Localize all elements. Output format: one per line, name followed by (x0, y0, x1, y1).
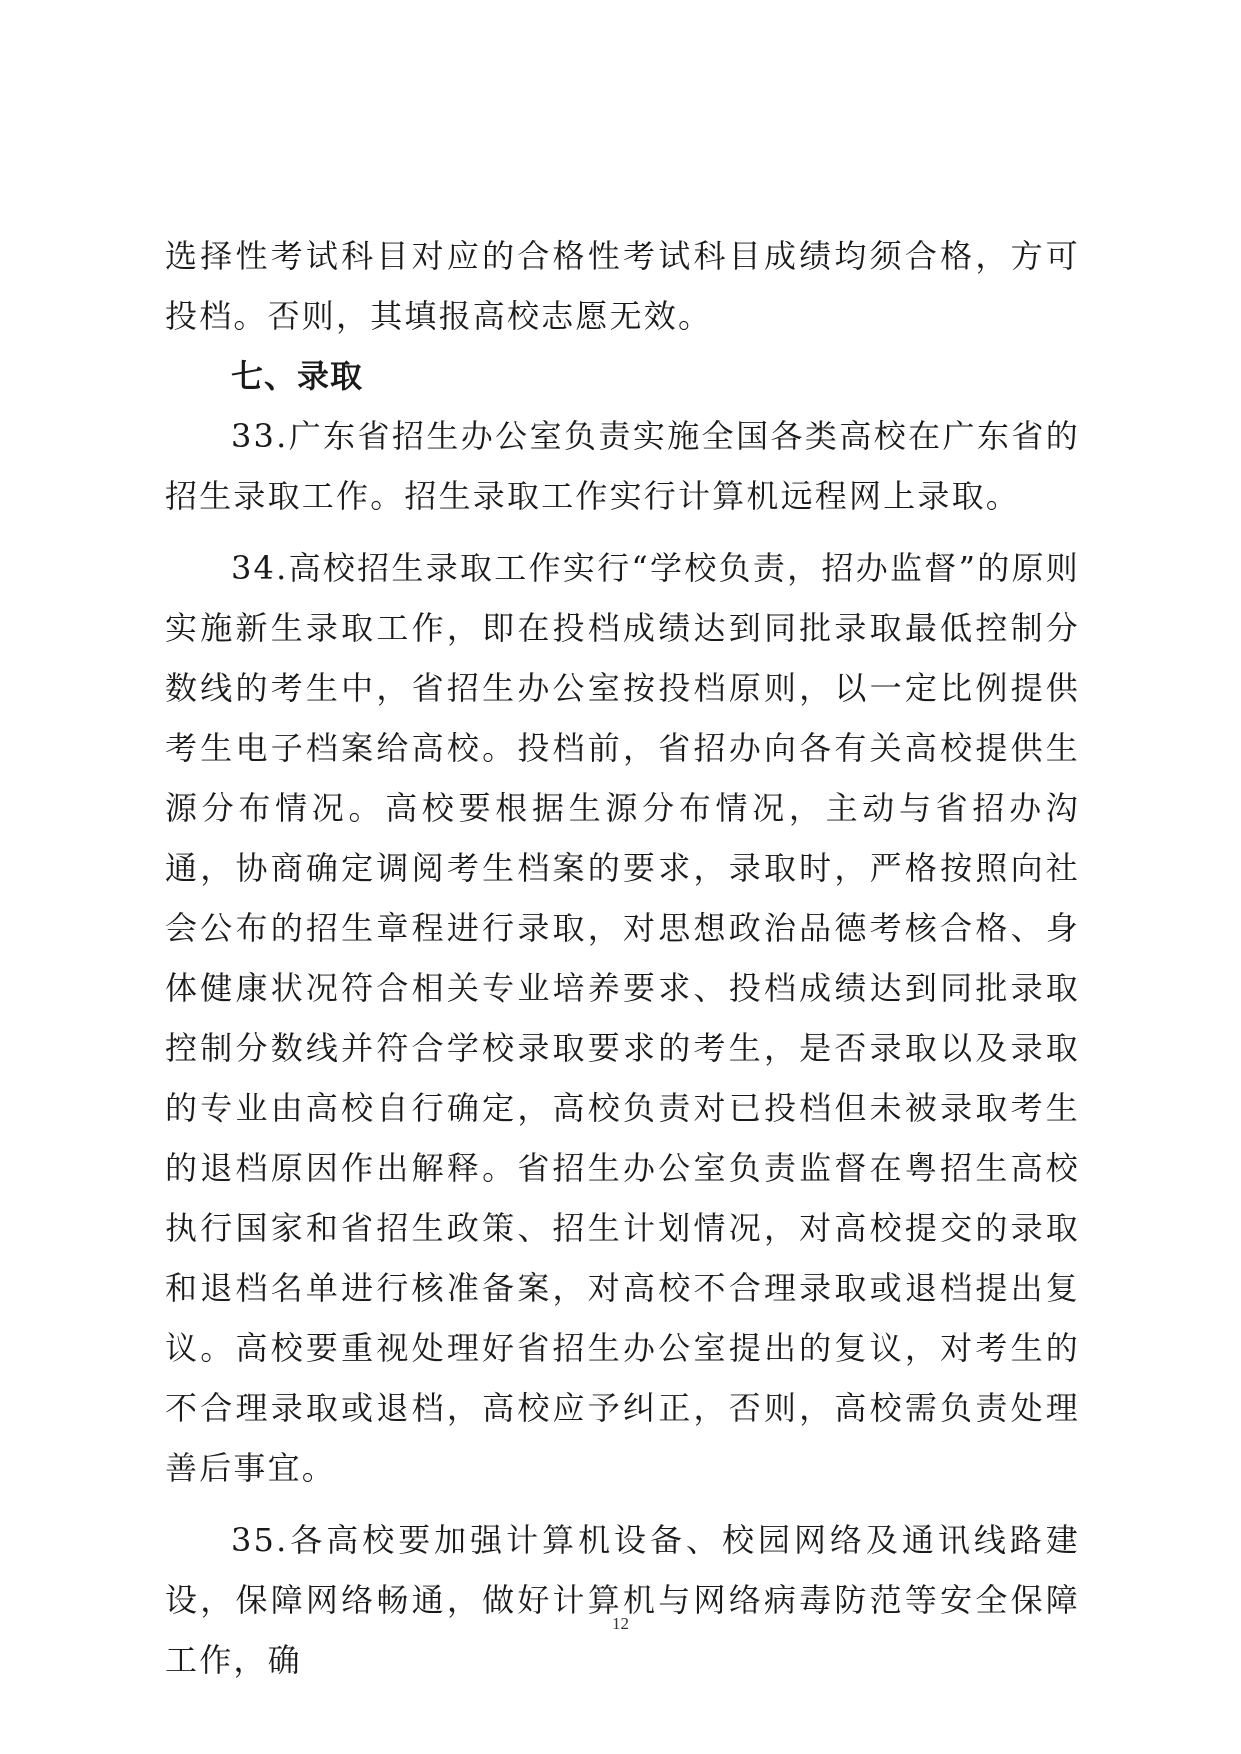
page-number: 12 (612, 1614, 629, 1633)
paragraph-33: 33.广东省招生办公室负责实施全国各类高校在广东省的招生录取工作。招生录取工作实行计算机远程网上录取。 (165, 417, 1080, 515)
paragraph-continuation: 选择性考试科目对应的合格性考试科目成绩均须合格，方可投档。否则，其填报高校志愿无效。 (165, 237, 1080, 335)
document-body (165, 226, 1080, 1690)
section-heading: 七、录取 (231, 357, 364, 395)
paragraph-35: 35.各高校要加强计算机设备、校园网络及通讯线路建设，保障网络畅通，做好计算机与网络病毒防范等安全保障工作，确 (165, 1521, 1080, 1679)
paragraph-34: 34.高校招生录取工作实行“学校负责，招办监督”的原则实施新生录取工作，即在投档成绩达到同批录取最低控制分数线的考生中，省招生办公室按投档原则，以一定比例提供考生电子档案给高校。投档前，省招办向各有关高校提供生源分布情况。高校要根据生源分布情况，主动与省招办沟通，协商确定调阅考生档案的要求，录取时，严格按照向社会公布的招生章程进行录取，对思想政治品德考核合格、身体健康状况符合相关专业培养要求、投档成绩达到同批录取控制分数线并符合学校录取要求的考生，是否录取以及录取的专业由高校自行确定，高校负责对已投档但未被录取考生的退档原因作出解释。省招生办公室负责监督在粤招生高校执行国家和省招生政策、招生计划情况，对高校提交的录取和退档名单进行核准备案，对高校不合理录取或退档提出复议。高校要重视处理好省招生办公室提出的复议，对考生的不合理录取或退档，高校应予纠正，否则，高校需负责处理善后事宜。 (165, 549, 1080, 1487)
